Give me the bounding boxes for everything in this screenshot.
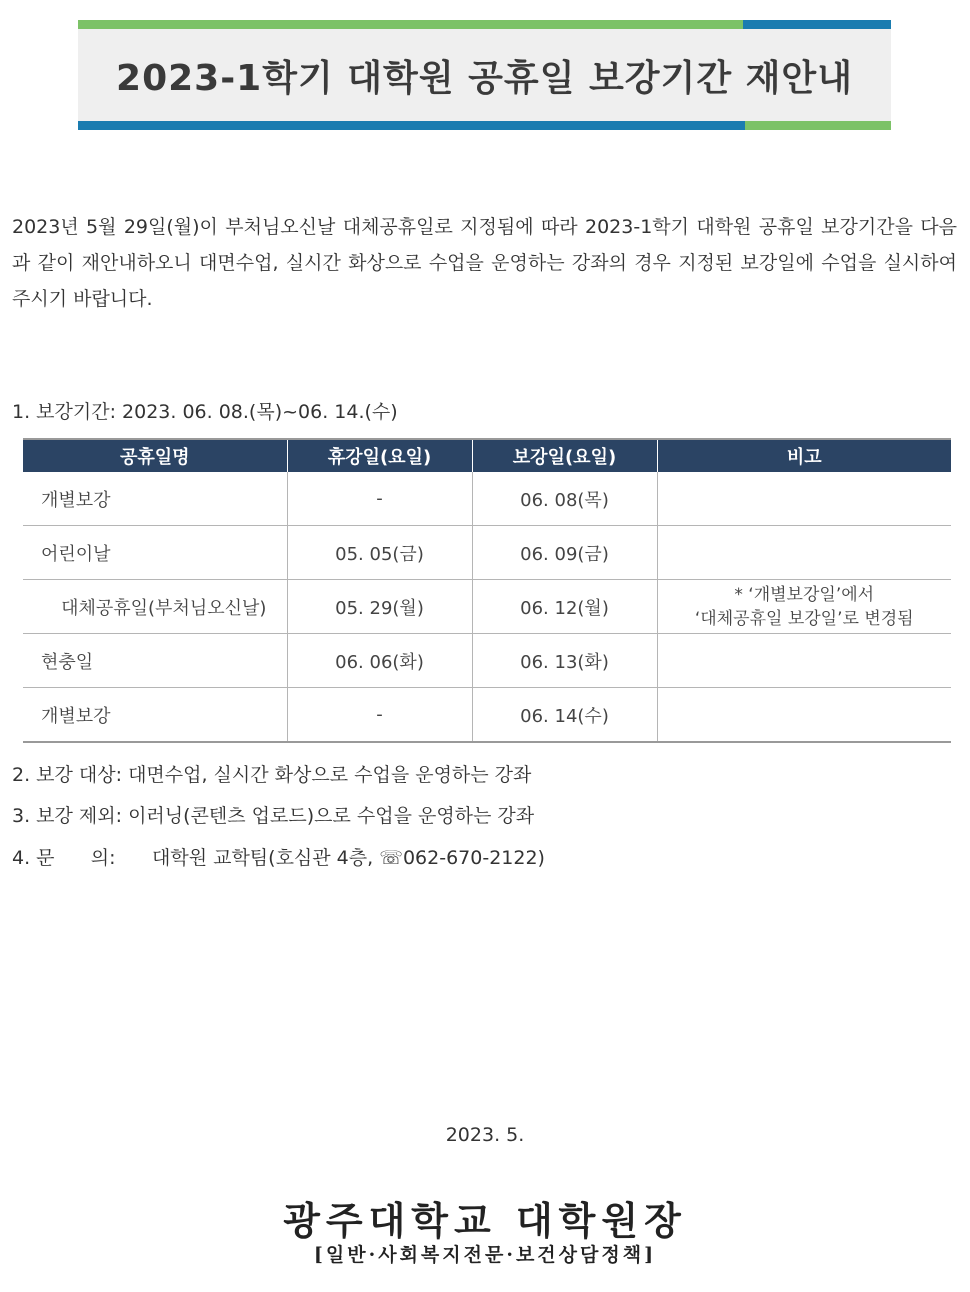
holiday-date-cell: - (287, 472, 472, 526)
makeup-date-cell: 06. 08(목) (472, 472, 657, 526)
holiday-name-cell: 대체공휴일(부처님오신날) (23, 580, 287, 634)
makeup-date-cell: 06. 09(금) (472, 526, 657, 580)
title-bottom-bar (78, 121, 891, 130)
holiday-name-cell: 어린이날 (23, 526, 287, 580)
table-row (23, 688, 951, 743)
holiday-date-cell: - (287, 688, 472, 743)
title-top-bar (78, 20, 891, 29)
note-line-2: ‘대체공휴일 보강일’로 변경됨 (694, 608, 914, 629)
holiday-name-cell: 개별보강 (23, 472, 287, 526)
intro-paragraph: 2023년 5월 29일(월)이 부처님오신날 대체공휴일로 지정됨에 따라 2023-1학기 대학원 공휴일 보강기간을 다음과 같이 재안내하오니 대면수업, 실시간 화상으로 수업을 운영하는 강좌의 경우 지정된 보강일에 수업을 실시하여 주시기 바랍니다. (12, 216, 957, 310)
signature-subtitle: [일반·사회복지전문·보건상담정책] (313, 1244, 657, 1266)
makeup-date-cell: 06. 14(수) (472, 688, 657, 743)
page-title: 2023-1학기 대학원 공휴일 보강기간 재안내 (116, 57, 853, 99)
column-header: 휴강일(요일) (287, 439, 472, 472)
note-cell (657, 634, 951, 688)
table-row (23, 580, 951, 634)
section-makeup-period: 1. 보강기간: 2023. 06. 08.(목)~06. 14.(수) (12, 401, 398, 423)
document-date: 2023. 5. (445, 1124, 525, 1146)
note-cell (657, 526, 951, 580)
title-banner (78, 20, 891, 130)
table-row (23, 472, 951, 526)
column-header: 공휴일명 (23, 439, 287, 472)
makeup-date-cell: 06. 13(화) (472, 634, 657, 688)
table-row (23, 634, 951, 688)
holiday-date-cell: 05. 29(월) (287, 580, 472, 634)
holiday-date-cell: 06. 06(화) (287, 634, 472, 688)
section-target: 2. 보강 대상: 대면수업, 실시간 화상으로 수업을 운영하는 강좌 (12, 764, 532, 786)
section-inquiry (12, 843, 545, 870)
note-line-1: * ‘개별보강일’에서 (734, 584, 875, 605)
column-header: 비고 (657, 439, 951, 472)
note-cell (657, 688, 951, 743)
column-header: 보강일(요일) (472, 439, 657, 472)
table-header-row (23, 439, 951, 472)
inquiry-value: 대학원 교학팀(호심관 4층, ☏062-670-2122) (152, 847, 545, 869)
holiday-name-cell: 현충일 (23, 634, 287, 688)
makeup-schedule-table (23, 438, 951, 743)
section-exclusion: 3. 보강 제외: 이러닝(콘텐츠 업로드)으로 수업을 운영하는 강좌 (12, 805, 535, 827)
holiday-name-cell: 개별보강 (23, 688, 287, 743)
note-cell (657, 580, 951, 634)
holiday-date-cell: 05. 05(금) (287, 526, 472, 580)
makeup-date-cell: 06. 12(월) (472, 580, 657, 634)
signature-title: 광주대학교 대학원장 (283, 1198, 687, 1243)
table-row (23, 526, 951, 580)
inquiry-label: 4. 문 의: (12, 847, 116, 869)
note-cell (657, 472, 951, 526)
title-background (78, 29, 891, 121)
